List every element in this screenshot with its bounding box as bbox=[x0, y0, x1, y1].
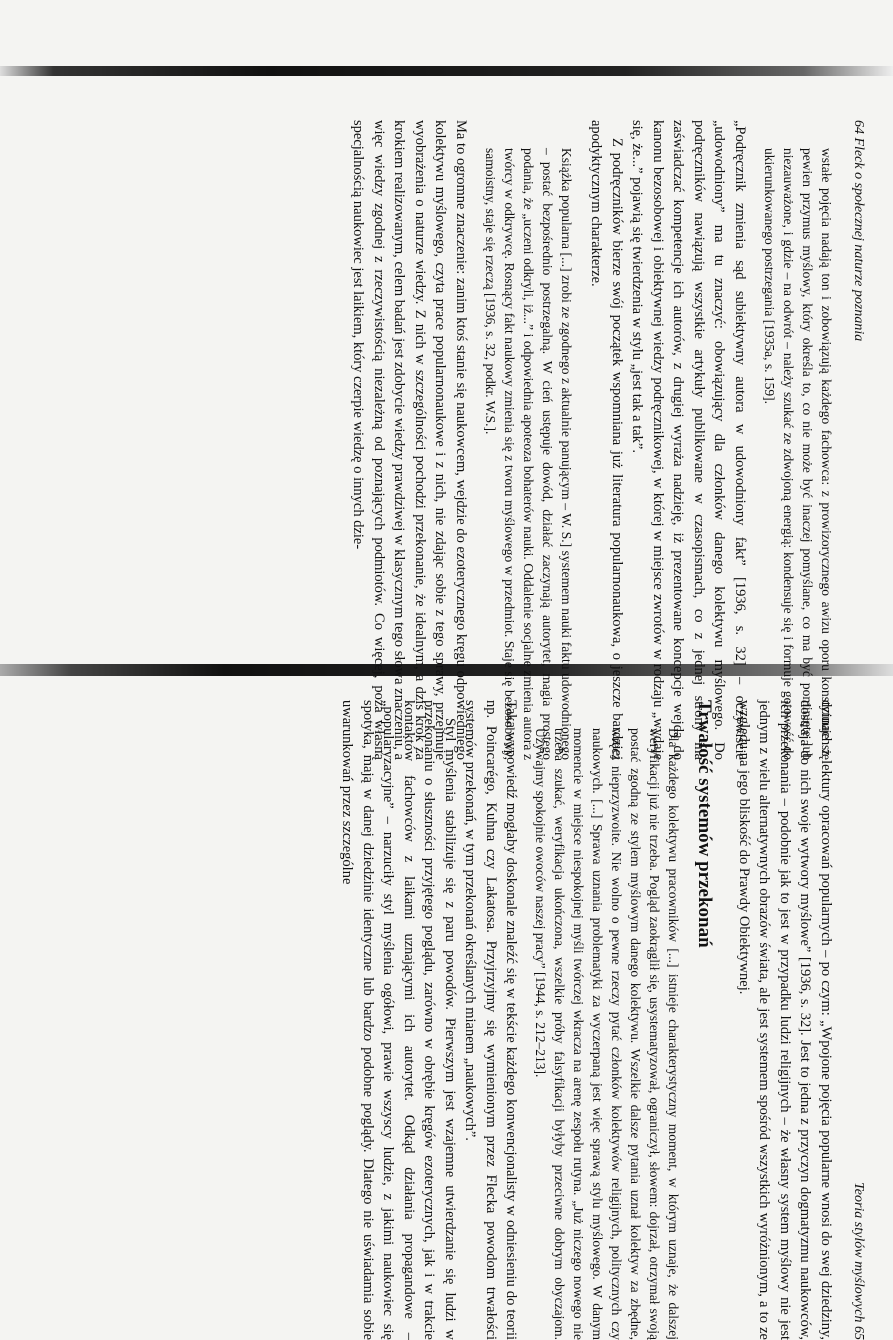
right-page bbox=[166, 700, 866, 1340]
quote-block-3: Dla każdego kolektywu pracowników [...] istnieje charakterystyczny moment, w którym uznaje, że dalszej weryfikacji już nie trzeba. Pogląd zaokrąglił się, usystematyzował, ograniczył, słowem: dojrzał, otrzymał swoją postać zgodną ze stylem myślowym danego kolektywu. Wszelkie dalsze pytania uznał kolektyw za zbędne, wręcz nieprzyzwoite. Nie wolno o pewne rzeczy pytać członków kolektywów religijnych, politycznych czy naukowych. [...] Sprawa uznania problematyki za wyczerpaną jest więc sprawą stylu myślowego. W danym momencie w miejsce niespokojnej myśli twórczej wkracza na arenę zespołu rutyna. „Już niczego nowego nie trzeba szukać, weryfikacja ukończona, wszelkie próby falsyfikacji byłyby przeciwne dobrym obyczajom. Używajmy spokojnie owoców naszej pracy” [1944, s. 212–213]. bbox=[533, 728, 682, 1340]
running-head-left: 64 Fleck o społecznej naturze poznania bbox=[851, 120, 866, 342]
left-page-column bbox=[348, 120, 836, 760]
section-heading: Trwałość systemów przekonań bbox=[694, 700, 716, 948]
running-head-right: Teoria stylów myślowych 65 bbox=[851, 1182, 866, 1340]
book-binding-shadow-top bbox=[0, 66, 893, 76]
paragraph-1: „Podręcznik zmienia sąd subiektywny autora w udowodniony fakt” [1936, s. 32] – oczywiście „udowodniony” ma tu znaczyć: obowiązujący dla członków danego kolektywu myślowego. Do podręczników nawiązują wszystkie artykuły publikowane w czasopismach, co z jednej strony ma zaświadczać kompetencje ich autorów, z drugiej wyraża nadzieję, iż prezentowane koncepcje wejdą do kanonu bezosobowej i obiektywnej wiedzy podręcznikowej, w której w miejsce zwrotów w rodzaju „wydaje się, że...” pojawią się twierdzenia w stylu „jest tak a tak”. bbox=[629, 120, 748, 760]
paragraph-2: Z podręczników bierze swój początek wspomniana już literatura popularnonaukowa, o jeszcze bardziej apodyktycznym charakterze. bbox=[588, 120, 625, 760]
paragraph-3: Ma to ogromne znaczenie: zanim ktoś stanie się naukowcem, wejdzie do ezoterycznego kręgu odpowiedniego kolektywu myślowego, czyta prace popularnonaukowe i z nich, nie zdając sobie z tego sprawy, przejmuje wyobrażenia o naturze wiedzy. Z nich w szczególności pochodzi przekonanie, że idealnym, a dziś krok za krokiem realizowanym, celem badań jest zdobycie wiedzy prawdziwej w klasycznym tego słowa znaczeniu, a więc wiedzy zgodnej z rzeczywistością niezależną od poznających podmiotów. Co więcej, poza własną specjalnością naukowiec jest laikiem, który czerpie wiedzę o innych dzie- bbox=[350, 120, 469, 760]
right-page-column bbox=[337, 700, 836, 1340]
quote-block-2: Książka popularna [...] zrobi ze zgodnego z aktualnie panującym – W. S.] systemem nauki faktu udowodnionego – postać bezpośrednio postrzegalną. W cień ustępuje dowód, działać zaczynają autorytet, magia prostego podania, że „uczeni odkryli, iż...” i odpowiednia apoteoza bohaterów nauki. Oddalenie socjalne zmienia autora z twórcy w odkrywcę. Rosnący fakt naukowy zmienia się z tworu myślowego w przedmiot. Staje się bezosobowy, samoistny, staje się rzeczą [1936, s. 32, podkr. W.S.]. bbox=[483, 148, 574, 760]
quote-block-1: wstałe pojęcia nadają ton i zobowiązują każdego fachowca: z prowizorycznego awizu oporu konstytuuje się pewien przymus myślowy, który określa to, co nie może być inaczej pomyślane, co ma być pominięte lub niezauważone, i gdzie – na odwrót – należy szukać ze zdwojoną energią: kondensuje się i formuje gotowość do ukierunkowanego postrzegania [1935a, s. 159]. bbox=[762, 148, 834, 760]
paragraph-4: dzinach z lektury opracowań popularnych – po czym: „Wpojone pojęcia popularne wnosi do swej dziedziny, dostraja do nich swoje wytwory myślowe” [1936, s. 32]. Jest to jedna z przyczyn dogmatyzmu naukowców, ich przekonania – podobnie jak to jest w przypadku ludzi religijnych – że własny system myślowy nie jest jednym z wielu alternatywnych obrazów świata, ale jest systemem spośród wszystkich wyróżnionym, a to ze względu na jego bliskość do Prawdy Obiektywnej. bbox=[736, 700, 834, 1340]
paragraph-5: Taka wypowiedź mogłaby doskonale znaleźć się w tekście każdego konwencjonalisty w odniesieniu do teorii np. Poincarégo, Kuhna czy Lakatosa. Przyjrzyjmy się wymienionym przez Flecka powodom trwałości systemów przekonań, w tym przekonań określanych mianem „naukowych”. bbox=[462, 700, 520, 1340]
paragraph-6: Styl myślenia stabilizuje się z paru powodów. Pierwszym jest wzajemne utwierdzanie się ludzi w przekonaniu o słuszności przyjętego poglądu, zarówno w obrębie kręgów ezoterycznych, jak i w trakcie kontaktów fachowców z laikami uznającymi ich autorytet. Odkąd działania propagandowe – „popularyzacyjne” – narzuciły styl myślenia ogółowi, prawie wszyscy ludzie, z jakimi naukowiec się spotyka, mają w danej dziedzinie identyczne lub bardzo podobne poglądy. Dlatego nie uświadamia sobie uwarunkowań przez szczególne bbox=[339, 700, 458, 1340]
